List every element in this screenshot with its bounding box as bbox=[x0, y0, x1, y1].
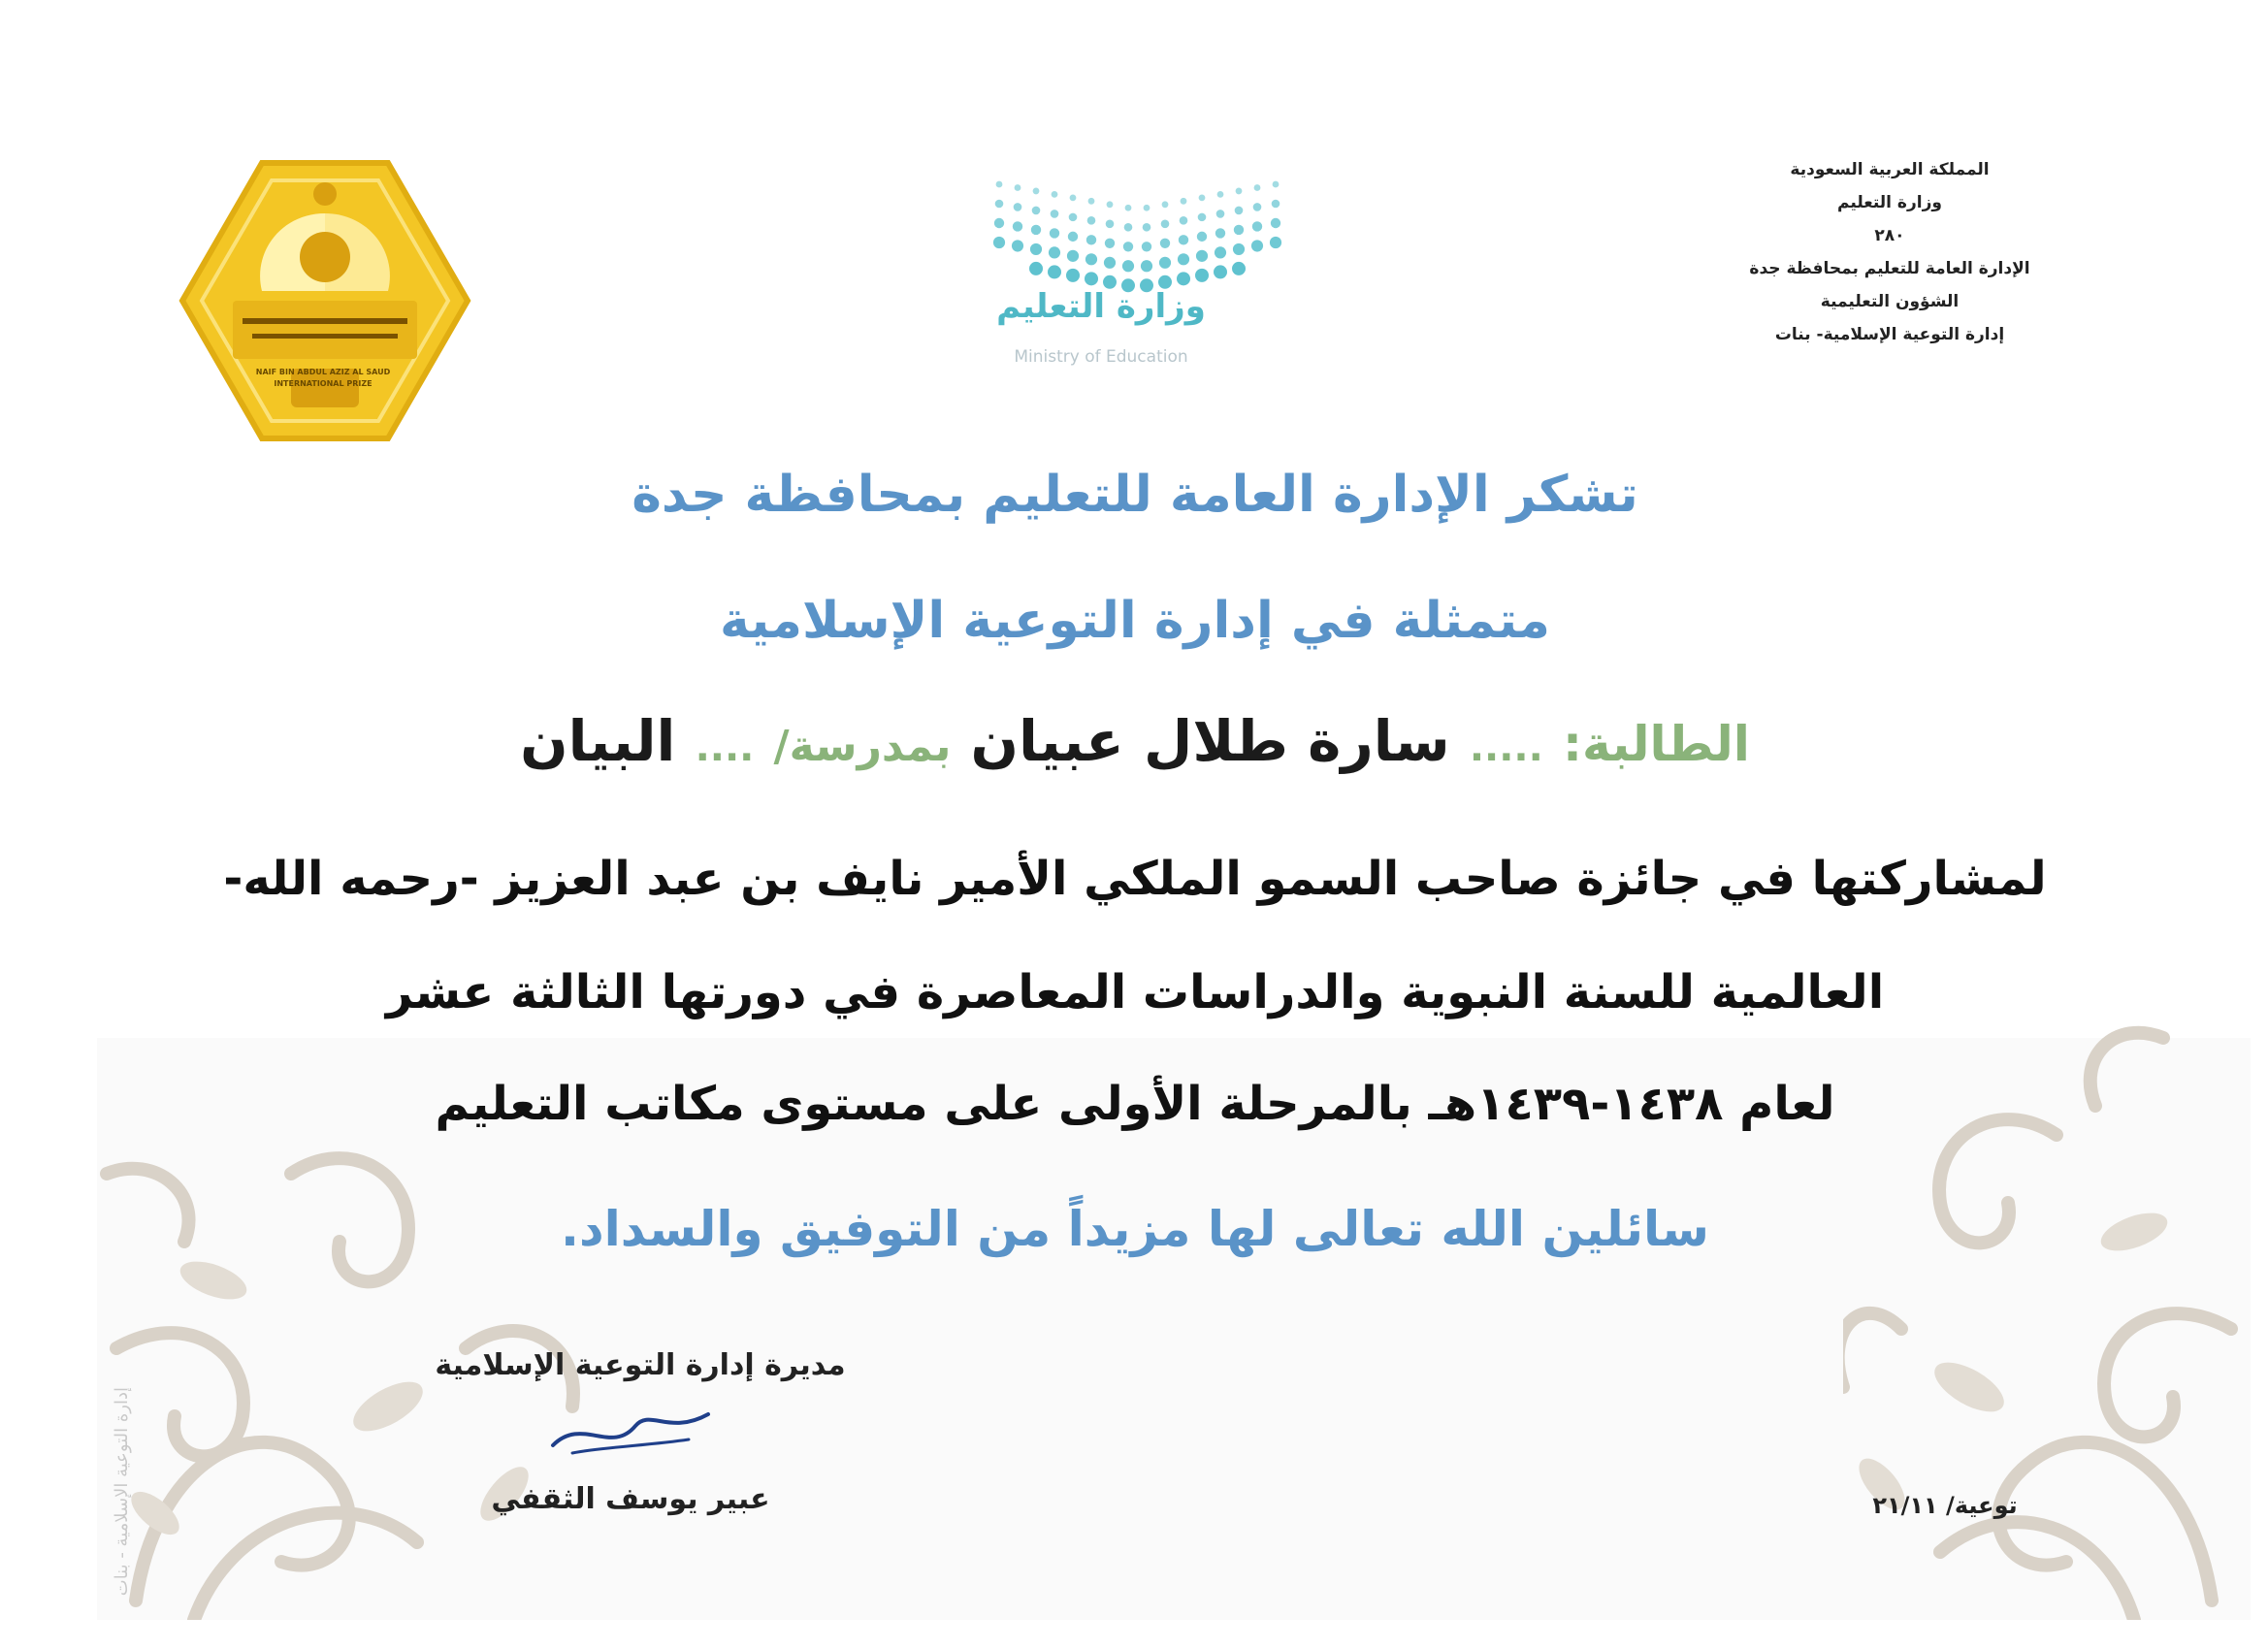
ministry-address-block bbox=[1686, 153, 2093, 351]
thanks-heading: تشكر الإدارة العامة للتعليم بمحافظة جدة bbox=[632, 466, 1638, 524]
logo-dot bbox=[994, 218, 1004, 228]
logo-arabic-text: وزارة التعليم bbox=[996, 287, 1206, 326]
address-line-directorate: الإدارة العامة للتعليم بمحافظة جدة bbox=[1749, 259, 2030, 278]
logo-dot bbox=[1272, 200, 1280, 209]
logo-dot bbox=[1215, 228, 1225, 238]
address-line-number: ٢٨٠ bbox=[1874, 226, 1905, 245]
logo-dot bbox=[1068, 232, 1078, 242]
logo-dot bbox=[1180, 216, 1188, 225]
logo-dot bbox=[1051, 210, 1059, 218]
logo-dot bbox=[1234, 225, 1244, 235]
logo-dot bbox=[1235, 207, 1244, 215]
reference-number: توعية/ ٢١/١١ bbox=[1872, 1492, 2018, 1519]
address-line-department: إدارة التوعية الإسلامية- بنات bbox=[1774, 325, 2005, 344]
logo-dot bbox=[1085, 272, 1098, 285]
emblem-caption bbox=[221, 367, 425, 390]
logo-dot bbox=[1048, 265, 1061, 278]
logo-dot bbox=[1217, 191, 1224, 198]
logo-dot bbox=[1031, 225, 1041, 235]
logo-dot bbox=[1199, 194, 1206, 201]
logo-dot bbox=[1161, 220, 1170, 229]
logo-dot bbox=[1178, 253, 1189, 265]
logo-dot bbox=[1144, 205, 1150, 211]
logo-dot bbox=[1122, 260, 1134, 272]
logo-dot bbox=[1162, 201, 1169, 208]
logo-dot bbox=[1106, 220, 1115, 229]
logo-dot bbox=[1087, 216, 1096, 225]
logo-dot bbox=[1254, 184, 1261, 191]
signature-title: مديرة إدارة التوعية الإسلامية bbox=[435, 1348, 846, 1382]
logo-dot bbox=[1177, 272, 1190, 285]
logo-dot bbox=[1014, 203, 1022, 211]
logo-dot bbox=[1159, 257, 1171, 269]
logo-dot bbox=[1125, 205, 1132, 211]
handwritten-signature-icon bbox=[543, 1397, 718, 1465]
logo-dot bbox=[1197, 232, 1207, 242]
logo-dot bbox=[1070, 194, 1077, 201]
dotted-fill: ..... bbox=[1469, 726, 1543, 770]
logo-dot bbox=[1123, 242, 1133, 251]
logo-dot bbox=[1253, 203, 1262, 211]
naif-prize-emblem-icon bbox=[175, 155, 475, 446]
logo-dot bbox=[1105, 239, 1115, 248]
logo-dot bbox=[1271, 218, 1280, 228]
student-line bbox=[194, 708, 2076, 774]
logo-dot bbox=[1030, 243, 1042, 255]
student-label: الطالبة: bbox=[1563, 716, 1750, 772]
logo-dot bbox=[995, 200, 1004, 209]
address-line-affairs: الشؤون التعليمية bbox=[1820, 292, 1960, 311]
address-line-kingdom: المملكة العربية السعودية bbox=[1790, 160, 1990, 179]
logo-dot bbox=[1088, 198, 1095, 205]
student-name: سارة طلال عبيان bbox=[970, 708, 1450, 774]
floral-ornament-right bbox=[1843, 980, 2251, 1620]
logo-dot bbox=[1179, 235, 1188, 244]
logo-dot bbox=[1198, 213, 1207, 222]
signatory-name: عبير يوسف الثقفي bbox=[491, 1482, 770, 1516]
logo-dot bbox=[1215, 246, 1226, 258]
logo-dot bbox=[1033, 188, 1040, 195]
logo-dot bbox=[1236, 188, 1243, 195]
logo-dot bbox=[1160, 239, 1170, 248]
logo-dot bbox=[1196, 250, 1208, 262]
logo-dot bbox=[1066, 269, 1080, 282]
logo-dot bbox=[1233, 243, 1245, 255]
represented-heading: متمثلة في إدارة التوعية الإسلامية bbox=[720, 592, 1550, 650]
logo-dot bbox=[1067, 250, 1079, 262]
body-line-3: لعام ١٤٣٨-١٤٣٩هـ بالمرحلة الأولى على مستوى مكاتب التعليم bbox=[435, 1077, 1835, 1131]
logo-dot bbox=[1069, 213, 1078, 222]
logo-dot bbox=[1251, 240, 1263, 251]
logo-dot bbox=[1273, 181, 1280, 188]
emblem-caption-line2: INTERNATIONAL PRIZE bbox=[274, 379, 373, 388]
logo-dot bbox=[1143, 223, 1151, 232]
logo-dot bbox=[993, 237, 1005, 248]
logo-dot bbox=[1049, 246, 1060, 258]
logo-dot bbox=[1181, 198, 1187, 205]
emblem-caption-line1: NAIF BIN ABDUL AZIZ AL SAUD bbox=[255, 368, 391, 376]
address-line-ministry: وزارة التعليم bbox=[1837, 193, 1942, 212]
logo-dot bbox=[996, 181, 1003, 188]
logo-dot bbox=[1142, 242, 1151, 251]
logo-dot bbox=[1029, 262, 1043, 275]
logo-dot bbox=[1124, 223, 1133, 232]
logo-dot bbox=[1085, 253, 1097, 265]
logo-dot bbox=[1107, 201, 1114, 208]
logo-dot bbox=[1012, 240, 1023, 251]
logo-dot bbox=[1232, 262, 1246, 275]
logo-dot bbox=[1013, 221, 1022, 231]
logo-dot bbox=[1052, 191, 1058, 198]
closing-line: سائلين الله تعالى لها مزيداً من التوفيق والسداد. bbox=[561, 1201, 1709, 1257]
logo-dot bbox=[1195, 269, 1209, 282]
logo-dot bbox=[1270, 237, 1281, 248]
body-line-2: العالمية للسنة النبوية والدراسات المعاصرة في دورتها الثالثة عشر bbox=[385, 965, 1885, 1019]
school-name: البيان bbox=[520, 708, 676, 774]
logo-english-text: Ministry of Education bbox=[1014, 347, 1188, 367]
school-label: بمدرسة/ bbox=[773, 722, 952, 771]
logo-dot bbox=[1050, 228, 1059, 238]
logo-dot bbox=[1015, 184, 1021, 191]
logo-dot bbox=[1252, 221, 1262, 231]
logo-dot bbox=[1216, 210, 1225, 218]
floral-ornament-left bbox=[97, 1057, 601, 1620]
dotted-fill-school: .... bbox=[695, 726, 755, 770]
logo-dot bbox=[1032, 207, 1041, 215]
logo-dot bbox=[1214, 265, 1227, 278]
body-line-1: لمشاركتها في جائزة صاحب السمو الملكي الأمير نايف بن عبد العزيز -رحمه الله- bbox=[223, 852, 2047, 906]
side-vertical-text: إدارة التوعية الإسلامية - بنات bbox=[112, 1387, 132, 1597]
logo-dot bbox=[1104, 257, 1116, 269]
logo-dot bbox=[1141, 260, 1152, 272]
logo-dot bbox=[1086, 235, 1096, 244]
